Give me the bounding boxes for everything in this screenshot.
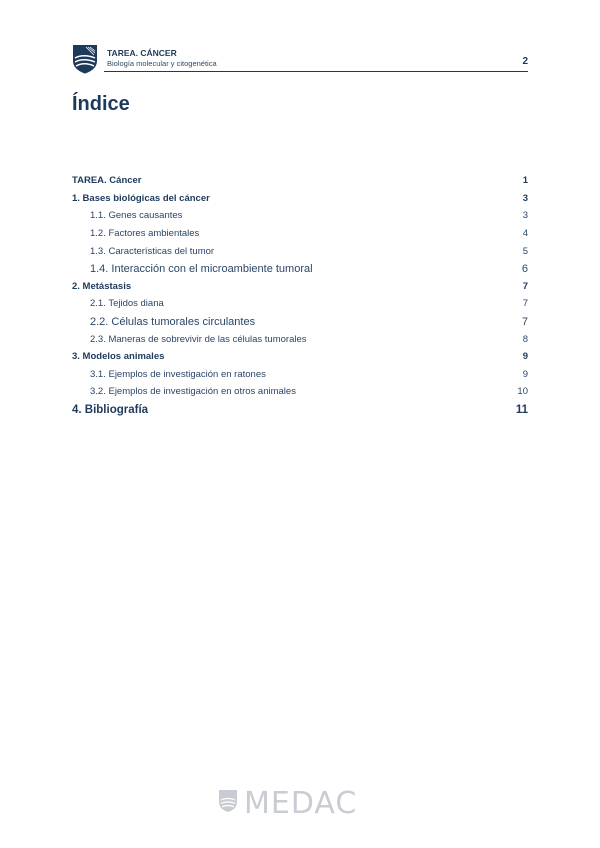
toc-entry-page: 7: [521, 315, 528, 328]
toc-entry-page: 3: [522, 210, 528, 222]
toc-entry-label: 2.3. Maneras de sobrevivir de las células tumorales: [90, 333, 307, 345]
header-subtitle: Biología molecular y citogenética: [107, 59, 217, 68]
toc-subentry[interactable]: [72, 260, 528, 278]
toc-entry[interactable]: [72, 348, 528, 366]
toc-entry[interactable]: [72, 278, 528, 296]
toc-subentry[interactable]: [72, 366, 528, 384]
toc-entry-label: 1. Bases biológicas del cáncer: [72, 192, 210, 204]
footer-brand-wordmark: MEDAC: [244, 786, 358, 821]
toc-entry-page: 6: [521, 262, 528, 275]
toc-entry-label: 4. Bibliografía: [72, 403, 149, 416]
toc-entry-label: 1.3. Características del tumor: [90, 245, 215, 257]
medac-shield-icon: [218, 789, 238, 813]
medac-shield-logo: [72, 44, 98, 74]
toc-entry-label: 2.1. Tejidos diana: [90, 298, 164, 310]
toc-entry-label: 1.2. Factores ambientales: [90, 228, 200, 240]
table-of-contents: [72, 172, 528, 418]
header-divider: [104, 71, 528, 72]
toc-entry-label: 3.2. Ejemplos de investigación en otros animales: [90, 386, 296, 398]
toc-entry-label: 2.2. Células tumorales circulantes: [90, 315, 256, 328]
header-title: TAREA. CÁNCER: [107, 48, 177, 58]
toc-entry-label: 2. Metástasis: [72, 280, 132, 292]
toc-subentry[interactable]: [72, 225, 528, 243]
toc-entry-page: 10: [517, 386, 528, 398]
toc-subentry[interactable]: [72, 295, 528, 313]
page-title: Índice: [72, 93, 130, 115]
toc-entry-label: 1.4. Interacción con el microambiente tumoral: [90, 262, 313, 275]
toc-entry-label: 3.1. Ejemplos de investigación en ratones: [90, 368, 266, 380]
toc-subentry[interactable]: [72, 313, 528, 331]
toc-entry-page: 4: [522, 228, 528, 240]
page-number: 2: [522, 56, 528, 67]
toc-entry-page: 7: [522, 280, 528, 292]
toc-subentry[interactable]: [72, 207, 528, 225]
toc-entry-page: 3: [522, 192, 528, 204]
toc-entry-page: 1: [522, 175, 528, 187]
toc-entry[interactable]: [72, 401, 528, 419]
toc-entry-label: 3. Modelos animales: [72, 351, 165, 363]
toc-entry-page: 8: [522, 333, 528, 345]
toc-subentry[interactable]: [72, 242, 528, 260]
toc-entry-label: 1.1. Genes causantes: [90, 210, 183, 222]
toc-subentry[interactable]: [72, 383, 528, 401]
toc-entry-page: 5: [522, 245, 528, 257]
toc-entry-page: 9: [522, 368, 528, 380]
toc-subentry[interactable]: [72, 330, 528, 348]
toc-entry-page: 9: [522, 351, 528, 363]
toc-entry-label: TAREA. Cáncer: [72, 175, 142, 187]
toc-entry[interactable]: [72, 190, 528, 208]
toc-entry-page: 11: [515, 403, 528, 416]
footer-brand: [218, 786, 378, 820]
toc-entry-page: 7: [522, 298, 528, 310]
page-header: [72, 44, 528, 74]
toc-entry[interactable]: [72, 172, 528, 190]
